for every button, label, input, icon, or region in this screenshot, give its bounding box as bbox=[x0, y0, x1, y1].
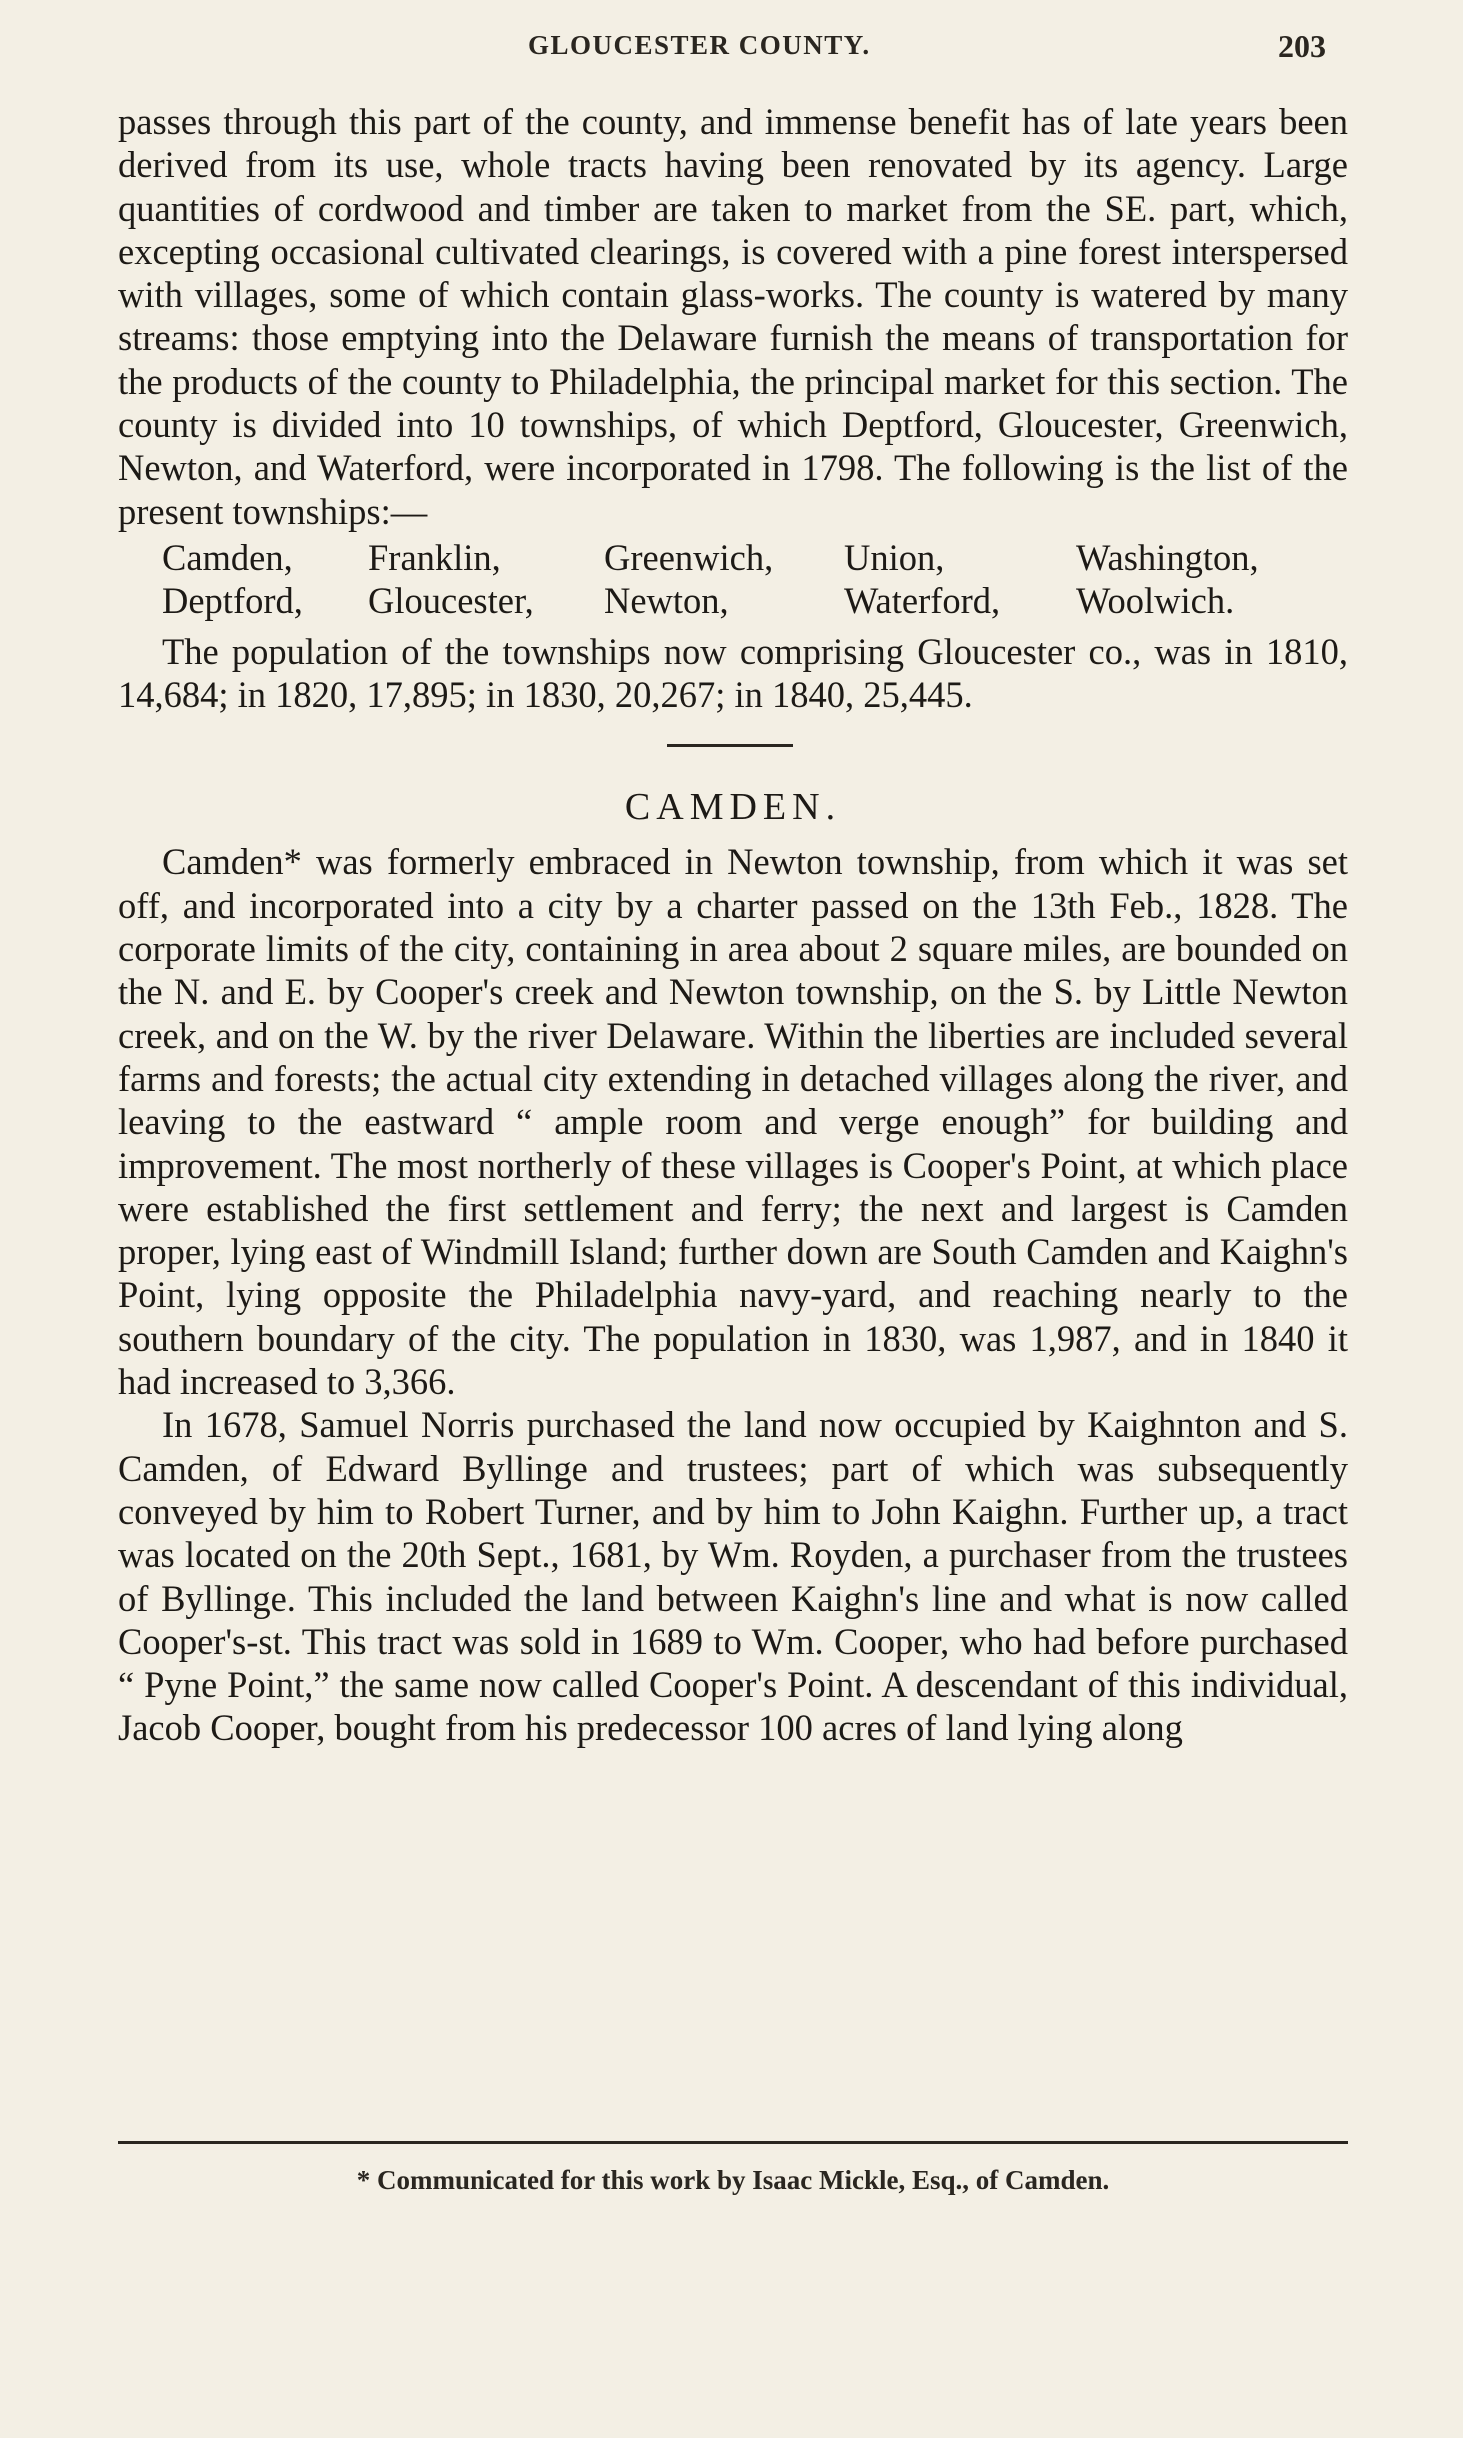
section-heading-camden: CAMDEN. bbox=[624, 786, 842, 829]
page-header bbox=[0, 26, 1463, 76]
paragraph-population: The population of the townships now comprising Gloucester co., was in 1810, 14,684; in 1820, 17,895; in 1830, 20,267; in 1840, 25,445. bbox=[118, 630, 1348, 715]
township-item: Camden, bbox=[162, 536, 293, 578]
township-item: Newton, bbox=[604, 580, 729, 622]
township-item: Gloucester, bbox=[368, 580, 534, 622]
township-item: Woolwich. bbox=[1076, 580, 1235, 622]
running-head: GLOUCESTER COUNTY. bbox=[528, 30, 871, 60]
paragraph-county-description: passes through this part of the county, and immense benefit has of late years been derived from its use, whole tracts having been renovated by its agency. Large quantities of cordwood and timber are taken to market from the SE. part, which, excepting occasional cultivated clearings, is covered with a pine forest interspersed with villages, some of which contain glass-works. The county is watered by many streams: those emptying into the Delaware furnish the means of transportation for the products of the county to Philadelphia, the principal market for this section. The county is divided into 10 townships, of which Deptford, Gloucester, Greenwich, Newton, and Waterford, were incorporated in 1798. The following is the list of the present townships:— bbox=[118, 101, 1348, 532]
page-number: 203 bbox=[1278, 28, 1326, 64]
section-divider bbox=[667, 744, 793, 747]
footnote: * Communicated for this work by Isaac Mickle, Esq., of Camden. bbox=[356, 2165, 1110, 2195]
township-item: Franklin, bbox=[368, 536, 501, 578]
body-text bbox=[118, 100, 1348, 1750]
paragraph-camden-description: Camden* was formerly embraced in Newton township, from which it was set off, and incorporated into a city by a charter passed on the 13th Feb., 1828. The corporate limits of the city, containing in area about 2 square miles, are bounded on the N. and E. by Cooper's creek and Newton township, on the S. by Little Newton creek, and on the W. by the river Delaware. Within the liberties are included several farms and forests; the actual city extending in detached villages along the river, and leaving to the eastward “ ample room and verge enough” for building and improvement. The most northerly of these villages is Cooper's Point, at which place were established the first settlement and ferry; the next and largest is Camden proper, lying east of Windmill Island; further down are South Camden and Kaighn's Point, lying opposite the Philadelphia navy-yard, and reaching nearly to the southern boundary of the city. The population in 1830, was 1,987, and in 1840 it had increased to 3,366. bbox=[118, 841, 1348, 1403]
township-item: Union, bbox=[844, 536, 945, 578]
townships-list bbox=[162, 536, 1348, 623]
footnote-divider bbox=[118, 2141, 1348, 2144]
township-item: Deptford, bbox=[162, 580, 303, 622]
township-item: Waterford, bbox=[844, 580, 1001, 622]
township-item: Washington, bbox=[1076, 536, 1259, 578]
paragraph-camden-history: In 1678, Samuel Norris purchased the land now occupied by Kaighnton and S. Camden, of Edward Byllinge and trustees; part of which was subsequently conveyed by him to Robert Turner, and by him to John Kaighn. Further up, a tract was located on the 20th Sept., 1681, by Wm. Royden, a purchaser from the trustees of Byllinge. This included the land between Kaighn's line and what is now called Cooper's-st. This tract was sold in 1689 to Wm. Cooper, who had before purchased “ Pyne Point,” the same now called Cooper's Point. A descendant of this individual, Jacob Cooper, bought from his predecessor 100 acres of land lying along bbox=[118, 1404, 1348, 1749]
township-item: Greenwich, bbox=[604, 536, 774, 578]
